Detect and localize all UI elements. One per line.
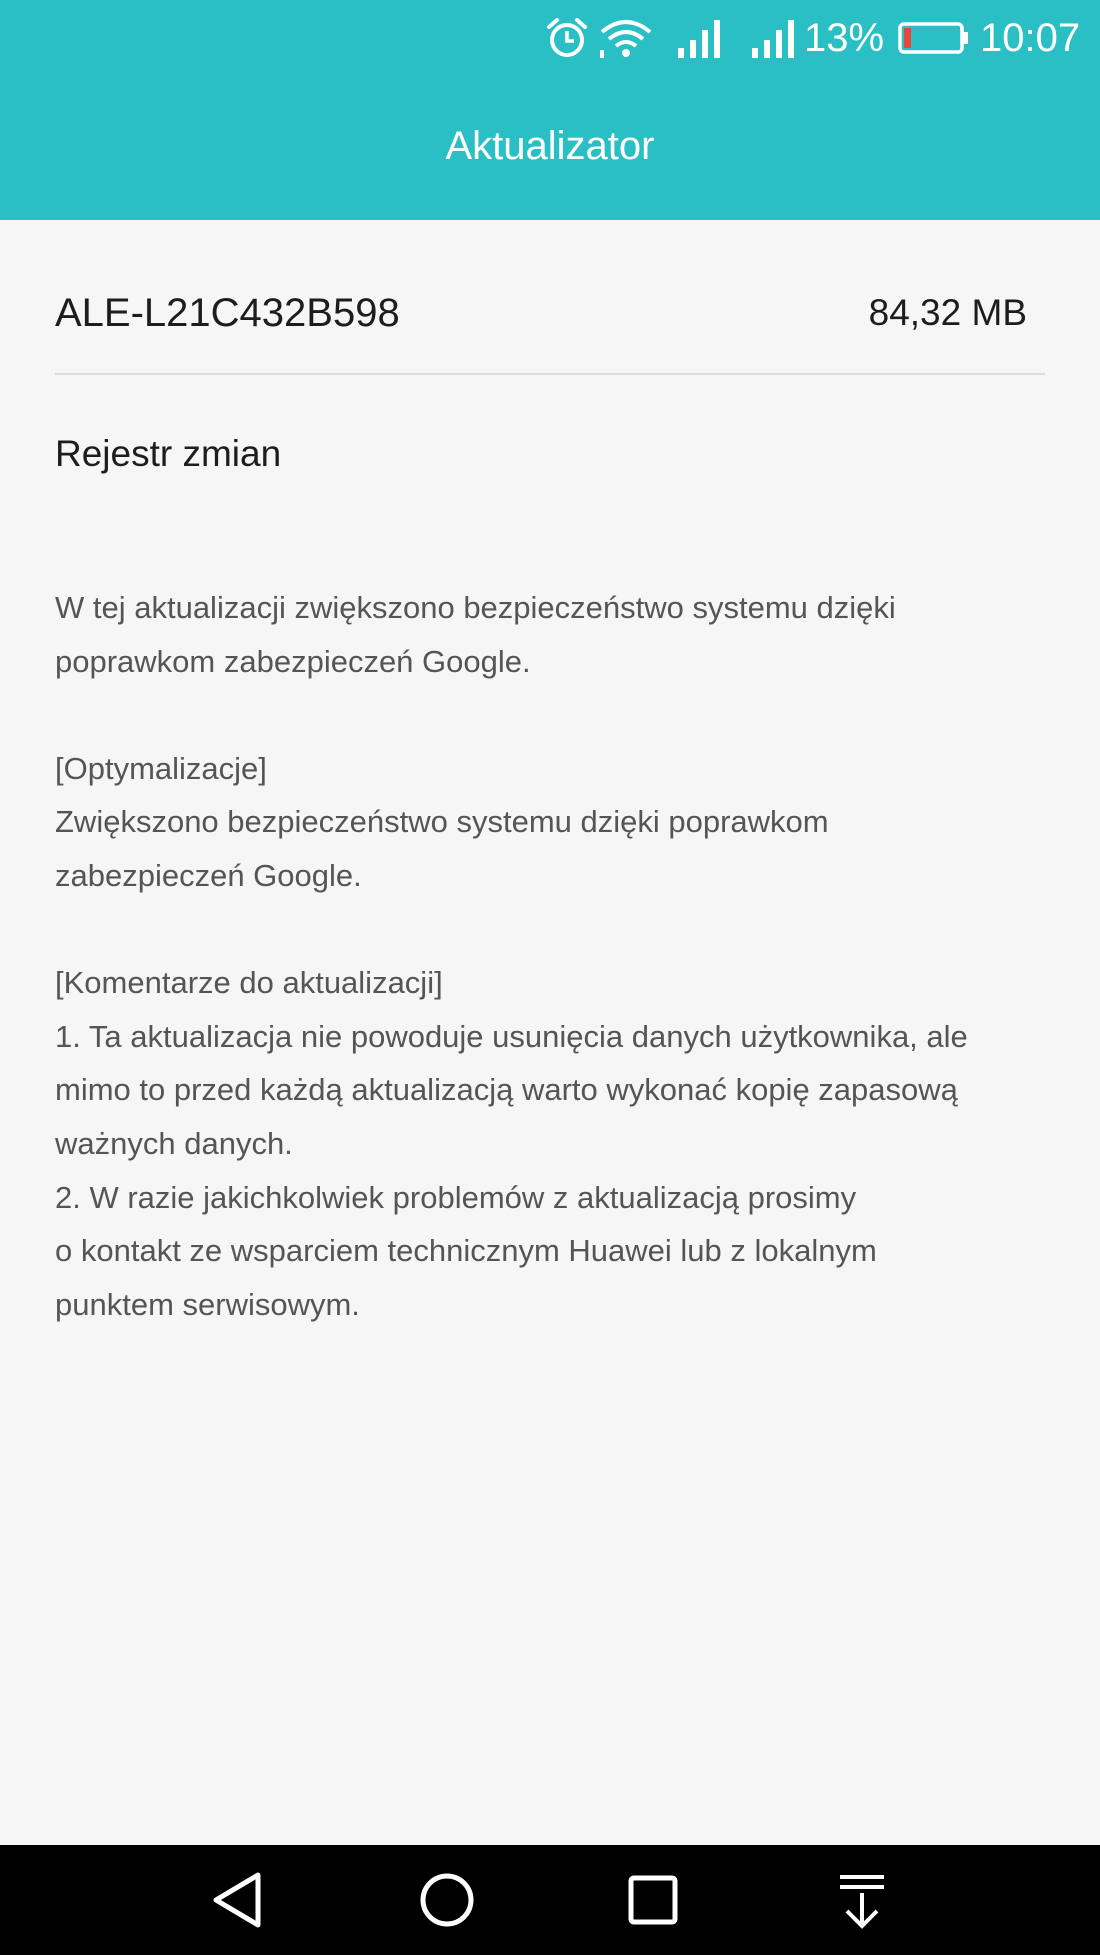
- clock: 10:07: [980, 16, 1081, 60]
- changelog-line: poprawkom zabezpieczeń Google.: [55, 643, 531, 679]
- changelog-title: Rejestr zmian: [55, 433, 282, 474]
- changelog-line: Zwiększono bezpieczeństwo systemu dzięki poprawkom: [55, 804, 829, 840]
- battery-icon: [898, 20, 970, 56]
- app-header: [0, 0, 1100, 220]
- changelog-line: 2. W razie jakichkolwiek problemów z aktualizacją prosimy: [55, 1179, 857, 1215]
- changelog-line: [Komentarze do aktualizacji]: [55, 965, 443, 1001]
- package-name: ALE-L21C432B598: [55, 291, 400, 335]
- changelog-line: ważnych danych.: [55, 1125, 293, 1161]
- home-icon[interactable]: [407, 1865, 487, 1935]
- wifi-icon: [598, 18, 654, 58]
- blank-line: [55, 688, 1055, 742]
- changelog-line: punktem serwisowym.: [55, 1286, 360, 1322]
- page-title: Aktualizator: [445, 124, 655, 168]
- changelog-line: [Optymalizacje]: [55, 750, 267, 786]
- status-bar: [0, 0, 1100, 78]
- package-info-row: [55, 283, 1045, 347]
- changelog-line: 1. Ta aktualizacja nie powoduje usunięcia danych użytkownika, ale: [55, 1018, 968, 1054]
- back-icon[interactable]: [200, 1865, 280, 1935]
- changelog-line: W tej aktualizacji zwiększono bezpieczeństwo systemu dzięki: [55, 590, 896, 625]
- notification-pull-icon[interactable]: [822, 1865, 902, 1935]
- changelog-text: [55, 581, 1055, 1331]
- alarm-icon: [546, 16, 588, 60]
- changelog-line: o kontakt ze wsparciem technicznym Huawei lub z lokalnym: [55, 1233, 877, 1269]
- signal-icon: [750, 18, 798, 58]
- changelog-line: zabezpieczeń Google.: [55, 857, 362, 893]
- navigation-bar: [0, 1845, 1100, 1955]
- recents-icon[interactable]: [613, 1865, 693, 1935]
- signal-icon: [676, 18, 724, 58]
- package-size: 84,32 MB: [868, 292, 1027, 333]
- blank-line: [55, 903, 1055, 957]
- battery-percent: 13%: [804, 16, 885, 60]
- changelog-line: mimo to przed każdą aktualizacją warto wykonać kopię zapasową: [55, 1072, 958, 1108]
- divider: [55, 373, 1045, 375]
